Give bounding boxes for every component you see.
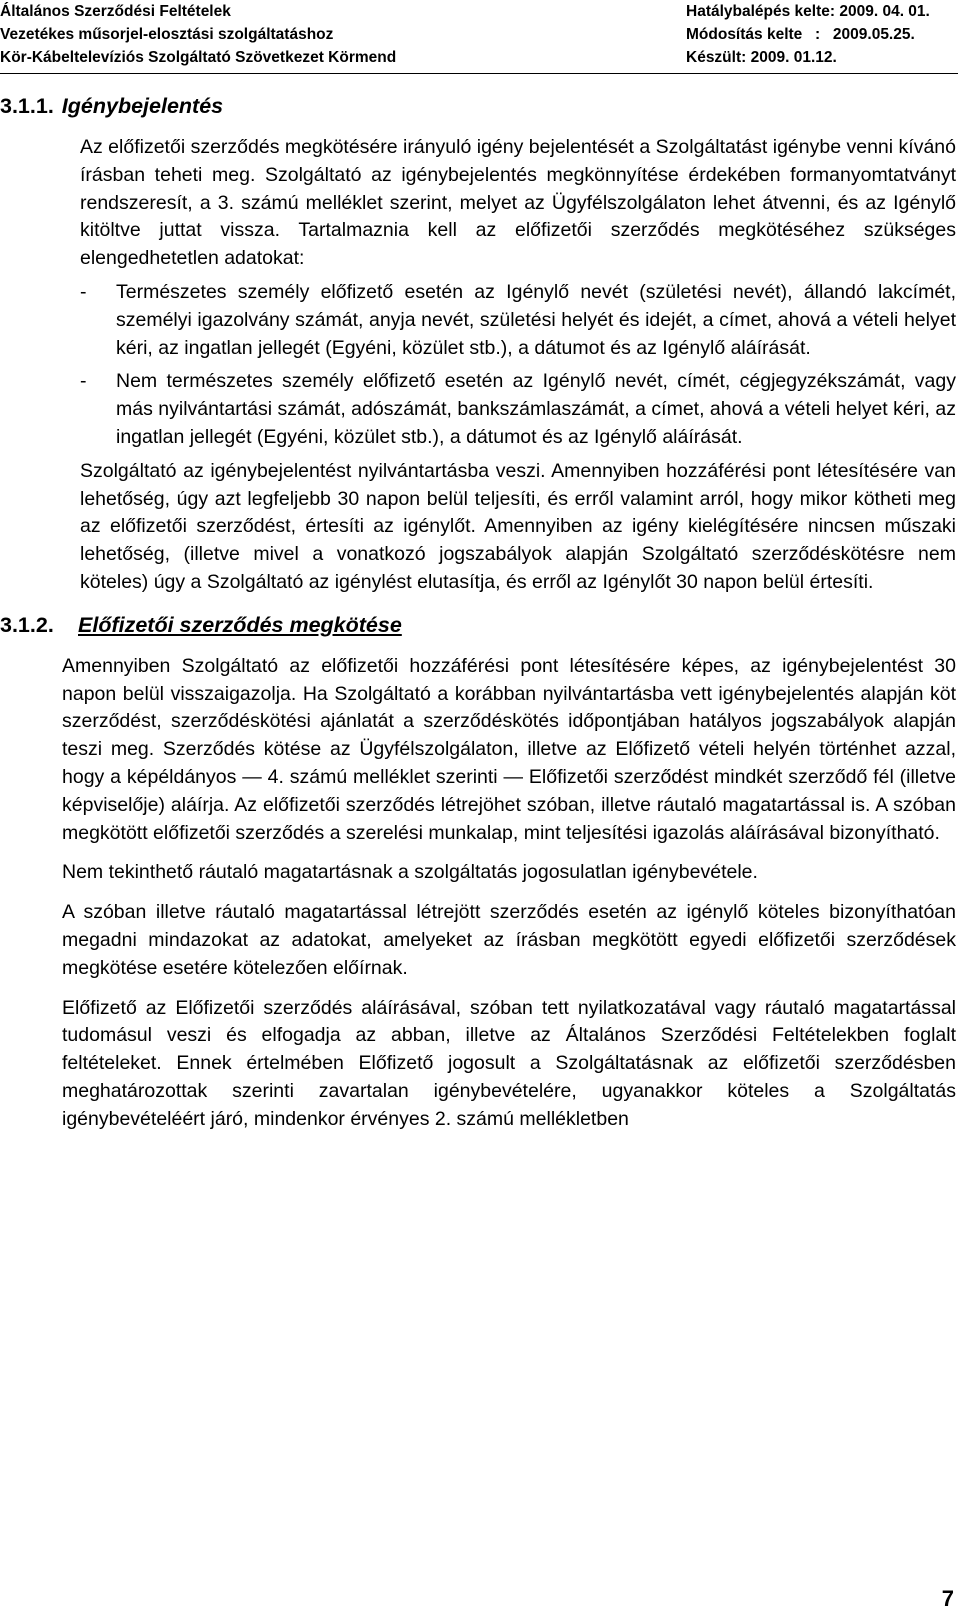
header-row-2	[0, 23, 960, 46]
modification-date: Módosítás kelte : 2009.05.25.	[686, 26, 915, 43]
paragraph: Előfizető az Előfizetői szerződés aláírásával, szóban tett nyilatkozatával vagy ráutaló magatartással tudomásul veszi és elfogadja az abban, illetve az Általános Szerződési Feltételekben foglalt feltételeket. Ennek értelmében Előfizető jogosult a Szolgáltatásnak az előfizetői szerződésben meghatározottak szerinti zavartalan igénybevételére, ugyanakkor köteles a Szolgáltatás igénybevételéért járó, mindenkor érvényes 2. számú mellékletben	[62, 996, 956, 1130]
section-title: Igénybejelentés	[61, 94, 224, 118]
requirements-list	[0, 279, 956, 452]
paragraph: Nem tekinthető ráutaló magatartásnak a szolgáltatás jogosulatlan igénybevétele.	[62, 861, 758, 884]
paragraph: Amennyiben Szolgáltató az előfizetői hozzáférési pont létesítésére képes, az igénybejelentést 30 napon belül visszaigazolja. Ha Szolgáltató a korábban nyilvántartásba vett igénybejelentés alapján köt szerződést, szerződéskötési ajánlatát a szerződéskötés időpontjában hatályos jogszabályok alapján teszi meg. Szerződés kötése az Ügyfélszolgálaton, illetve az Előfizető vételi helyén történhet azzal, hogy a képéldányos — 4. számú melléklet szerinti — Előfizetői szerződést mindkét szerződő fél (illetve képviselője) aláírja. Az előfizetői szerződés létrejöhet szóban, illetve ráutaló magatartással is. A szóban megkötött előfizetői szerződés a szerelési munkalap, mint teljesítési igazolás aláírásával bizonyítható.	[62, 654, 956, 844]
header-row-1	[0, 0, 960, 23]
section-title: Előfizetői szerződés megkötése	[78, 612, 402, 637]
service-name: Vezetékes műsorjel-elosztási szolgáltatáshoz	[0, 26, 334, 43]
paragraph: Szolgáltató az igénybejelentést nyilvántartásba veszi. Amennyiben hozzáférési pont létesítésére van lehetőség, úgy azt legfeljebb 30 napon belül teljesíti, és erről valamint arról, hogy mikor kötheti meg az előfizetői szerződést, értesíti az igénylőt. Amennyiben az igény kielégítésére nincsen műszaki lehetőség, (illetve mivel a vonatkozó jogszabályok alapján Szolgáltató szerződéskötésre nem köteles) úgy a Szolgáltató az igénylést elutasítja, és erről az Igénylőt 30 napon belül értesíti.	[80, 459, 956, 593]
page-header	[0, 0, 960, 69]
paragraph: A szóban illetve ráutaló magatartással létrejött szerződés esetén az igénylő köteles bizonyíthatóan megadni mindazokat az adatokat, amelyeket az írásban megkötött egyedi előfizetői szerződések megkötése esetére kötelezően előírnak.	[62, 901, 956, 979]
section-number: 3.1.2.	[0, 612, 54, 637]
section-heading-3-1-1	[0, 92, 956, 120]
document-title: Általános Szerződési Feltételek	[0, 3, 231, 20]
created-date: Készült: 2009. 01.12.	[686, 49, 837, 66]
header-row-3	[0, 46, 960, 69]
list-item: - Természetes személy előfizető esetén az Igénylő nevét (születési nevét), állandó lakcímét, személyi igazolvány számát, anyja nevét, születési helyét és idejét, a címet, ahová a vételi helyet kéri, az ingatlan jellegét (Egyéni, közület stb.), a dátumot és az Igénylő aláírását.	[80, 280, 956, 359]
paragraph: Az előfizetői szerződés megkötésére irányuló igény bejelentését a Szolgáltatást igénybe venni kívánó írásban teheti meg. Szolgáltató az igénybejelentés megkönnyítése érdekében formanyomtatványt rendszeresít, a 3. számú melléklet szerint, melyet az Ügyfélszolgálaton lehet átvenni, és az Igénylő kitöltve juttat vissza. Tartalmaznia kell az előfizetői szerződés megkötéséhez szükséges elengedhetetlen adatokat:	[80, 136, 956, 270]
page-content	[0, 92, 956, 1134]
header-divider	[0, 73, 958, 74]
list-item: - Nem természetes személy előfizető esetén az Igénylő nevét, címét, cégjegyzékszámát, vagy más nyilvántartási számát, adószámát, bankszámlaszámát, a címet, ahová a vételi helyet kéri, az ingatlan jellegét (Egyéni, közület stb.), a dátumot és az Igénylő aláírását.	[80, 370, 956, 448]
provider-name: Kör-Kábeltelevíziós Szolgáltató Szövetkezet Körmend	[0, 49, 397, 66]
section-heading-3-1-2	[0, 611, 956, 639]
section-number: 3.1.1.	[0, 94, 54, 118]
page-number: 7	[941, 1586, 954, 1611]
effective-date: Hatálybalépés kelte: 2009. 04. 01.	[686, 3, 930, 20]
